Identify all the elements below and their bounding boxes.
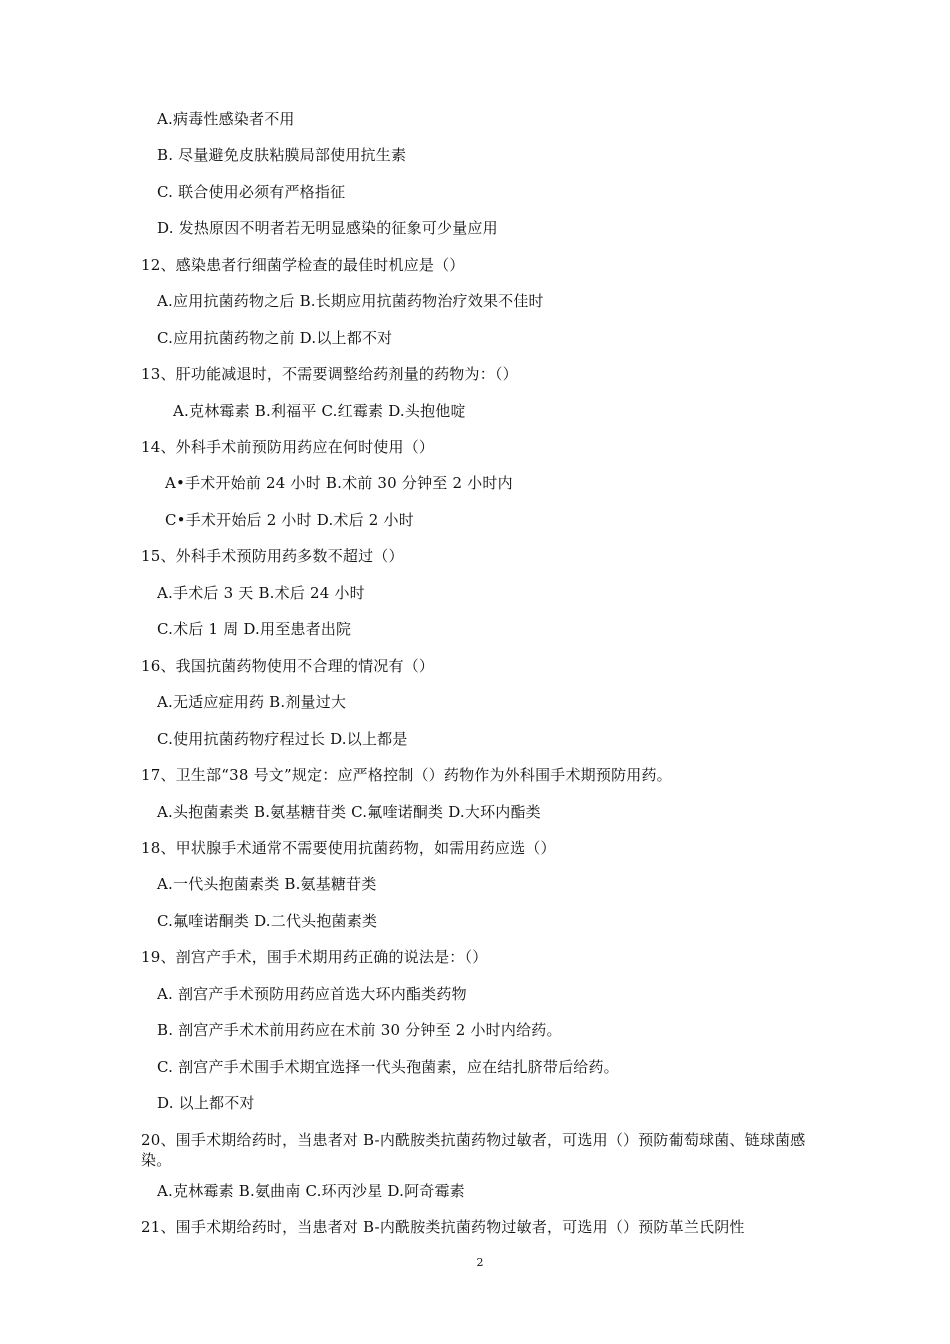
option-line: C.氟喹诺酮类 D.二代头抱菌素类 — [157, 912, 378, 930]
option-line: C•手术开始后 2 小时 D.术后 2 小时 — [165, 511, 414, 529]
option-line: D. 发热原因不明者若无明显感染的征象可少量应用 — [157, 219, 498, 237]
page-number: 2 — [476, 1256, 484, 1269]
question-line: 16、我国抗菌药物使用不合理的情况有（） — [141, 657, 435, 675]
option-line: A.头抱菌素类 B.氨基糖苷类 C.氟喹诺酮类 D.大环内酯类 — [157, 803, 541, 821]
question-line: 21、围手术期给药时，当患者对 B-内酰胺类抗菌药物过敏者，可选用（）预防革兰氏阴性 — [141, 1218, 745, 1236]
question-line: 20、围手术期给药时，当患者对 B-内酰胺类抗菌药物过敏者，可选用（）预防葡萄球菌、链球菌感染。 — [141, 1131, 806, 1169]
question-line: 12、感染患者行细菌学检查的最佳时机应是（） — [141, 256, 465, 274]
option-line: B. 剖宫产手术术前用药应在术前 30 分钟至 2 小时内给药。 — [157, 1021, 562, 1039]
question-line: 18、甲状腺手术通常不需要使用抗菌药物，如需用药应选（） — [141, 839, 556, 857]
option-line: A.病毒性感染者不用 — [157, 110, 295, 128]
option-line: D. 以上都不对 — [157, 1094, 255, 1112]
option-line: A.克林霉素 B.利福平 C.红霉素 D.头抱他啶 — [173, 402, 466, 420]
option-line: A. 剖宫产手术预防用药应首选大环内酯类药物 — [157, 985, 467, 1003]
option-line: B. 尽量避免皮肤粘膜局部使用抗生素 — [157, 146, 407, 164]
option-line: C.使用抗菌药物疗程过长 D.以上都是 — [157, 730, 408, 748]
option-line: C.术后 1 周 D.用至患者出院 — [157, 620, 352, 638]
option-line: A.手术后 3 天 B.术后 24 小时 — [157, 584, 365, 602]
option-line: A•手术开始前 24 小时 B.术前 30 分钟至 2 小时内 — [165, 474, 513, 492]
option-line: C. 联合使用必须有严格指征 — [157, 183, 346, 201]
option-line: C.应用抗菌药物之前 D.以上都不对 — [157, 329, 393, 347]
option-line: A.应用抗菌药物之后 B.长期应用抗菌药物治疗效果不佳时 — [157, 292, 544, 310]
option-line: C. 剖宫产手术围手术期宜选择一代头孢菌素，应在结扎脐带后给药。 — [157, 1058, 619, 1076]
question-line: 19、剖宫产手术，围手术期用药正确的说法是：（） — [141, 948, 488, 966]
option-line: A.克林霉素 B.氨曲南 C.环丙沙星 D.阿奇霉素 — [157, 1182, 465, 1200]
option-line: A.一代头抱菌素类 B.氨基糖苷类 — [157, 875, 377, 893]
question-line: 15、外科手术预防用药多数不超过（） — [141, 547, 404, 565]
option-line: A.无适应症用药 B.剂量过大 — [157, 693, 347, 711]
question-line: 14、外科手术前预防用药应在何时使用（） — [141, 438, 435, 456]
question-line: 13、肝功能减退时，不需要调整给药剂量的药物为：（） — [141, 365, 518, 383]
question-line: 17、卫生部“38 号文”规定：应严格控制（）药物作为外科围手术期预防用药。 — [141, 766, 672, 784]
